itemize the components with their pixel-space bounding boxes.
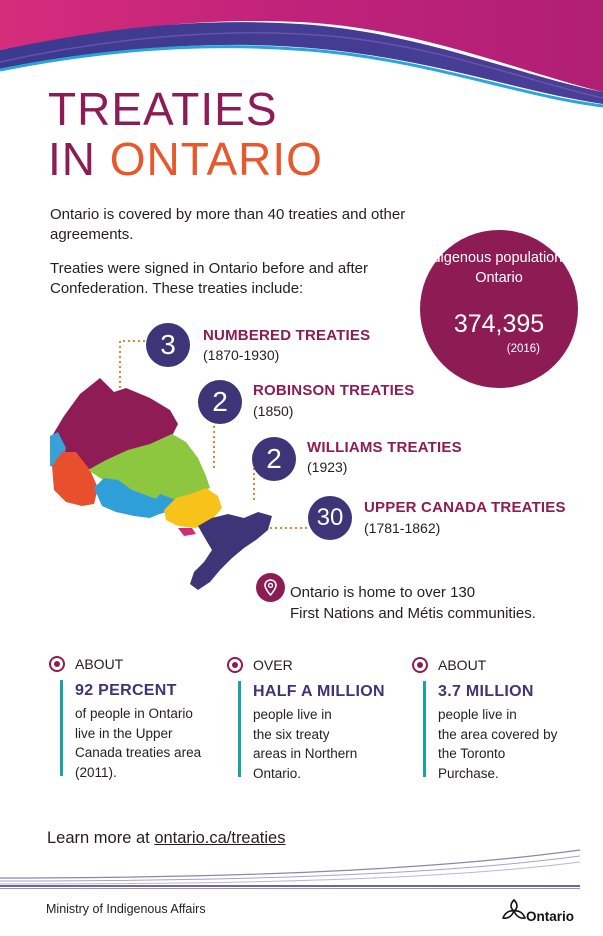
- leader-numbered: [120, 341, 146, 388]
- stat-desc-line: live in the Upper: [75, 725, 173, 741]
- map-region-pink: [178, 528, 196, 536]
- communities-line-2: First Nations and Métis communities.: [290, 605, 536, 622]
- treaty-name-robinson: ROBINSON TREATIES: [253, 382, 415, 399]
- stat-desc-line: people live in: [253, 707, 332, 722]
- stat-desc-line: the six treaty: [253, 726, 330, 742]
- stat-desc-line: (2011).: [75, 764, 117, 780]
- stat-desc-line: the area covered by: [438, 726, 558, 742]
- title-in: IN: [48, 133, 110, 185]
- communities-text: [290, 582, 590, 624]
- treaty-count-numbered: 3: [146, 323, 190, 367]
- treaty-count-williams: 2: [252, 437, 296, 481]
- intro-paragraph-2: Treaties were signed in Ontario before and after Confederation. These treaties include:: [50, 260, 368, 297]
- stat-value: 3.7 MILLION: [438, 683, 534, 700]
- population-year: (2016): [506, 343, 540, 355]
- stat-value: 92 PERCENT: [75, 682, 177, 699]
- stat-bullet-icon: [412, 657, 428, 673]
- trillium-logo-icon: [500, 898, 528, 924]
- stat-block-toronto: [412, 657, 582, 787]
- stat-description: [253, 705, 357, 783]
- stat-accent-bar: [60, 680, 63, 776]
- learn-more-link[interactable]: ontario.ca/treaties: [154, 829, 286, 847]
- title-ontario: ONTARIO: [109, 133, 323, 185]
- treaty-count-upper-canada: 30: [308, 496, 352, 540]
- treaty-name-williams: WILLIAMS TREATIES: [307, 439, 462, 456]
- stat-desc-line: the Toronto: [438, 746, 506, 761]
- stat-desc-line: Purchase.: [438, 765, 499, 781]
- population-value: 374,395: [453, 310, 545, 338]
- location-pin-icon: [256, 573, 285, 602]
- footer-swoosh: [0, 848, 603, 890]
- title-in-ontario: [48, 133, 323, 185]
- stat-prefix: OVER: [253, 657, 293, 673]
- stat-block-upper-canada: [49, 656, 219, 786]
- intro-paragraph-1: Ontario is covered by more than 40 treaties and other agreements.: [50, 206, 406, 243]
- stat-bullet-icon: [49, 656, 65, 672]
- learn-more-prefix: Learn more at: [47, 829, 155, 847]
- stat-description: [438, 705, 557, 783]
- stat-accent-bar: [238, 681, 241, 777]
- stat-desc-line: of people in Ontario: [75, 706, 193, 721]
- stat-desc-line: Canada treaties area: [75, 745, 202, 760]
- stat-desc-line: Ontario.: [253, 765, 302, 781]
- learn-more: [47, 829, 285, 848]
- stat-accent-bar: [423, 681, 426, 777]
- treaty-name-numbered: NUMBERED TREATIES: [203, 327, 371, 344]
- title-treaties: TREATIES: [48, 83, 278, 135]
- population-label: Indigenous population in Ontario: [420, 250, 578, 286]
- treaty-count-robinson: 2: [198, 380, 242, 424]
- stat-desc-line: people live in: [438, 707, 517, 722]
- stat-desc-line: areas in Northern: [253, 746, 358, 761]
- stat-value: HALF A MILLION: [253, 683, 385, 700]
- ontario-logo-wordmark: Ontario: [526, 909, 575, 924]
- ministry-name: Ministry of Indigenous Affairs: [46, 902, 206, 916]
- treaty-years-williams: (1923): [307, 459, 348, 475]
- treaty-name-upper-canada: UPPER CANADA TREATIES: [364, 499, 566, 516]
- location-pin-badge: [256, 573, 285, 602]
- stat-bullet-icon: [227, 657, 243, 673]
- stat-prefix: ABOUT: [75, 656, 124, 672]
- stat-description: [75, 704, 201, 782]
- ontario-treaty-map: [0, 320, 603, 620]
- treaty-years-upper-canada: (1781-1862): [364, 520, 441, 536]
- communities-line-1: Ontario is home to over 130: [290, 584, 476, 601]
- stat-block-northern: [227, 657, 397, 787]
- treaty-years-robinson: (1850): [253, 403, 294, 419]
- treaty-years-numbered: (1870-1930): [203, 347, 280, 363]
- stat-prefix: ABOUT: [438, 657, 487, 673]
